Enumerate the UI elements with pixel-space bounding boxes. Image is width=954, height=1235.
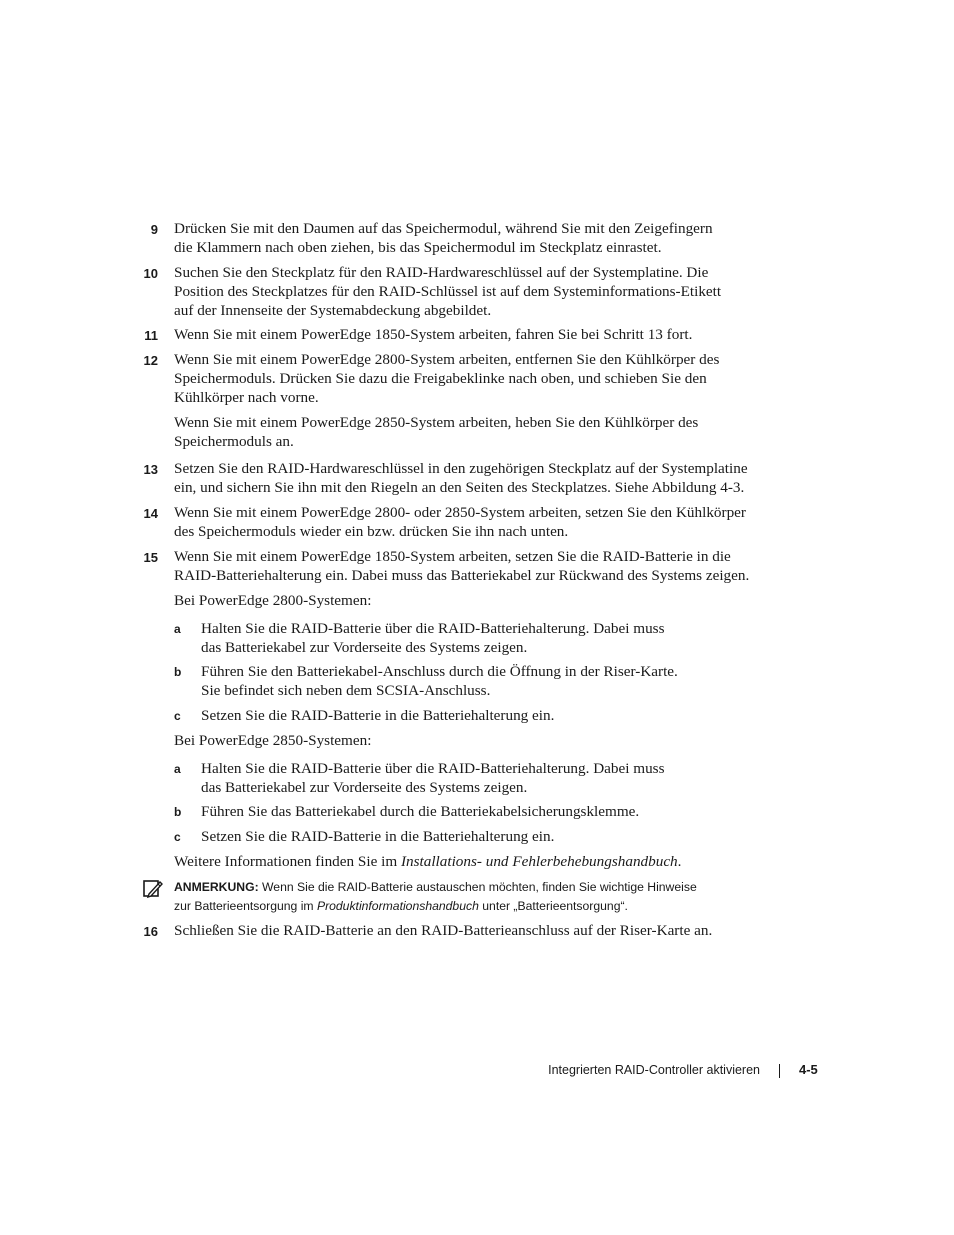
substep-letter: c	[174, 709, 181, 723]
note-text-suffix: unter „Batterieentsorgung“.	[478, 899, 628, 913]
substep-text-line: Setzen Sie die RAID-Batterie in die Batteriehalterung ein.	[201, 707, 555, 724]
step-number: 10	[143, 266, 158, 281]
pe2850-intro: Bei PowerEdge 2850-Systemen:	[174, 732, 372, 749]
step-text-line: Schließen Sie die RAID-Batterie an den RAID-Batterieanschluss auf der Riser-Karte an.	[174, 922, 713, 939]
step-text-line: des Speichermoduls wieder ein bzw. drücken Sie ihn nach unten.	[174, 523, 569, 540]
step-text-line: Drücken Sie mit den Daumen auf das Speichermodul, während Sie mit den Zeigefingern	[174, 220, 713, 237]
note-pencil-icon	[143, 879, 163, 899]
paragraph-line: Speichermoduls an.	[174, 433, 294, 450]
step-text-line: Setzen Sie den RAID-Hardwareschlüssel in den zugehörigen Steckplatz auf der Systemplatine	[174, 460, 748, 477]
step-number: 9	[150, 222, 158, 237]
pe2800-intro: Bei PowerEdge 2800-Systemen:	[174, 592, 372, 609]
step-number: 11	[144, 328, 158, 343]
step-number: 12	[143, 353, 158, 368]
substep-text-line: Setzen Sie die RAID-Batterie in die Batteriehalterung ein.	[201, 828, 555, 845]
footer-page-number: 4-5	[799, 1062, 818, 1077]
step-text-line: Wenn Sie mit einem PowerEdge 1850-System arbeiten, fahren Sie bei Schritt 13 fort.	[174, 326, 693, 343]
step-number: 16	[143, 924, 158, 939]
step-text-line: Speichermoduls. Drücken Sie dazu die Freigabeklinke nach oben, und schieben Sie den	[174, 370, 707, 387]
substep-letter: b	[174, 665, 182, 679]
step-text-line: Wenn Sie mit einem PowerEdge 2800-System arbeiten, entfernen Sie den Kühlkörper des	[174, 351, 720, 368]
footer-chapter-title: Integrierten RAID-Controller aktivieren	[548, 1063, 760, 1077]
step-text-line: Suchen Sie den Steckplatz für den RAID-Hardwareschlüssel auf der Systemplatine. Die	[174, 264, 709, 281]
handbook-title: Installations- und Fehlerbehebungshandbuch	[400, 853, 678, 870]
step-text-line: Position des Steckplatzes für den RAID-Schlüssel ist auf dem Systeminformations-Etikett	[174, 283, 722, 300]
step-number: 14	[143, 506, 158, 521]
more-info-suffix: .	[677, 853, 682, 870]
substep-text-line: Führen Sie das Batteriekabel durch die Batteriekabelsicherungsklemme.	[201, 803, 640, 820]
step-text-line: Wenn Sie mit einem PowerEdge 1850-System arbeiten, setzen Sie die RAID-Batterie in die	[174, 548, 731, 565]
more-info-prefix: Weitere Informationen finden Sie im	[174, 853, 401, 870]
step-text-line: Kühlkörper nach vorne.	[174, 389, 319, 406]
substep-letter: a	[174, 622, 181, 636]
step-text-line: auf der Innenseite der Systemabdeckung abgebildet.	[174, 302, 492, 319]
note-handbook-title: Produktinformationshandbuch	[316, 899, 479, 913]
substep-letter: c	[174, 830, 181, 844]
substep-text-line: das Batteriekabel zur Vorderseite des Systems zeigen.	[201, 639, 528, 656]
note-text-prefix: zur Batterieentsorgung im	[174, 899, 317, 913]
substep-text-line: Halten Sie die RAID-Batterie über die RAID-Batteriehalterung. Dabei muss	[201, 620, 665, 637]
substep-letter: b	[174, 805, 182, 819]
step-text-line: die Klammern nach oben ziehen, bis das Speichermodul im Steckplatz einrastet.	[174, 239, 662, 256]
step-12-continuation	[174, 413, 774, 451]
substep-text-line: Führen Sie den Batteriekabel-Anschluss durch die Öffnung in der Riser-Karte.	[201, 663, 678, 680]
step-number: 13	[143, 462, 158, 477]
step-text-line: ein, und sichern Sie ihn mit den Riegeln an den Seiten des Steckplatzes. Siehe Abbildung 4-3.	[174, 479, 745, 496]
note-text-line: Wenn Sie die RAID-Batterie austauschen möchten, finden Sie wichtige Hinweise	[258, 880, 697, 894]
step-number: 15	[143, 550, 158, 565]
step-text-line: RAID-Batteriehalterung ein. Dabei muss das Batteriekabel zur Rückwand des Systems zeigen.	[174, 567, 750, 584]
substep-text-line: Halten Sie die RAID-Batterie über die RAID-Batteriehalterung. Dabei muss	[201, 760, 665, 777]
substep-text-line: das Batteriekabel zur Vorderseite des Systems zeigen.	[201, 779, 528, 796]
more-info-paragraph	[174, 852, 774, 871]
substep-letter: a	[174, 762, 181, 776]
note-label: ANMERKUNG:	[174, 880, 259, 894]
substep-text-line: Sie befindet sich neben dem SCSIA-Anschluss.	[201, 682, 491, 699]
step-text-line: Wenn Sie mit einem PowerEdge 2800- oder 2850-System arbeiten, setzen Sie den Kühlkörper	[174, 504, 746, 521]
footer-separator	[779, 1064, 780, 1078]
paragraph-line: Wenn Sie mit einem PowerEdge 2850-System arbeiten, heben Sie den Kühlkörper des	[174, 414, 699, 431]
